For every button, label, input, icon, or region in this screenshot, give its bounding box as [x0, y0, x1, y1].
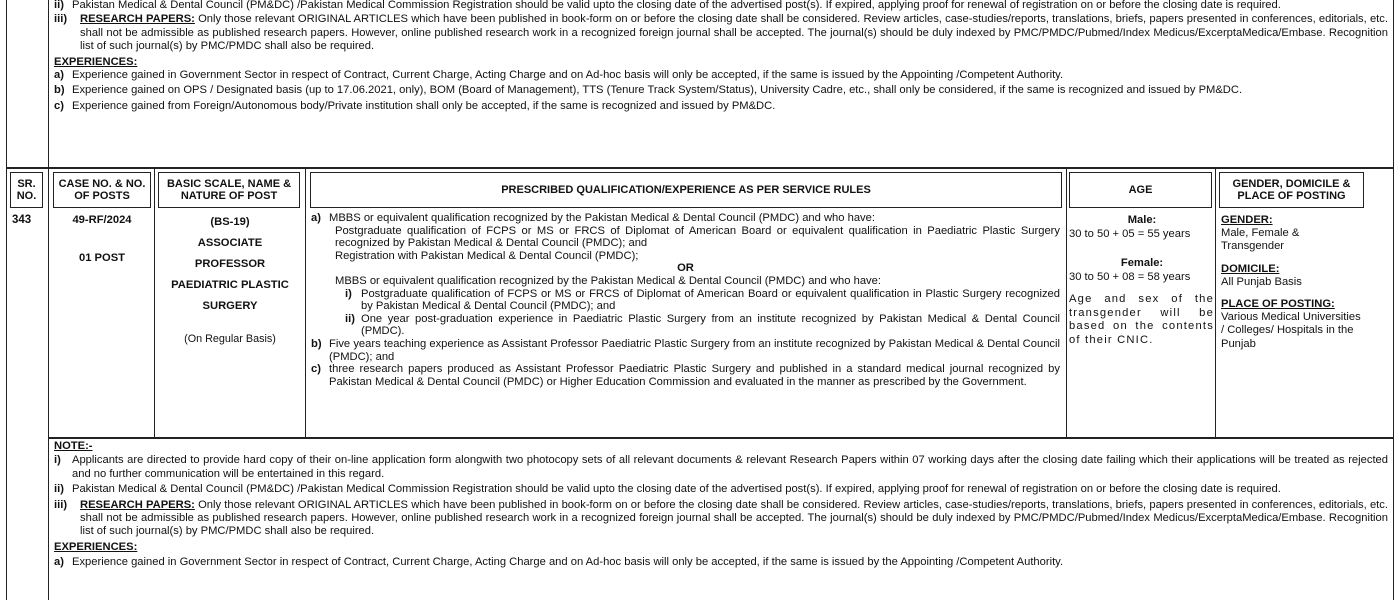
header-sr-no: SR. NO. — [10, 172, 43, 208]
qual-a-item-2: Registration with Pakistan Medical & Dental Council (PMDC); — [335, 249, 639, 262]
row-post-title-1: ASSOCIATE — [197, 237, 263, 249]
domicile-label: DOMICILE: — [1221, 262, 1280, 275]
bottom-notes-section — [54, 440, 1388, 570]
header-qualification: PRESCRIBED QUALIFICATION/EXPERIENCE AS PER SERVICE RULES — [310, 172, 1062, 208]
bottom-note-iii: iii) RESEARCH PAPERS: Only those relevant ORIGINAL ARTICLES which have been published in book-form on or before the closing date shall be considered. Review articles, case-studies/reports, translations, briefs, papers presented in conferences, editorials, etc. shall not be admissible as published research papers. However, online published research work in a recognized foreign journal shall be accepted. The journal(s) should be duly indexed by PMC/PMDC/Pubmed/Index Medicus/ExcerptaMedica/Embase. Recognition list of such journal(s) by PMC/PMDC shall also be required. — [54, 498, 1388, 538]
bottom-experiences-heading: EXPERIENCES: — [54, 540, 138, 553]
header-age: AGE — [1069, 172, 1212, 208]
gender-value: Male, Female & Transgender — [1221, 227, 1300, 253]
age-male-value: 30 to 50 + 05 = 55 years — [1069, 227, 1191, 240]
row-scale: (BS-19) — [210, 216, 250, 228]
bottom-note-ii: ii) Pakistan Medical & Dental Council (PM&DC) /Pakistan Medical Commission Registration should be valid upto the closing date of the advertised post(s). If expired, applying proof for renewal of registration on or before the closing date is required. — [54, 483, 1281, 496]
top-notes-section — [54, 0, 1388, 113]
col-sep-1 — [154, 168, 155, 438]
age-female-value: 30 to 50 + 08 = 58 years — [1069, 270, 1191, 283]
top-experiences-heading: EXPERIENCES: — [54, 55, 138, 68]
qual-a-intro: a) MBBS or equivalent qualification recognized by the Pakistan Medical & Dental Council (PMDC) and who have: — [311, 212, 875, 224]
posting-label: PLACE OF POSTING: — [1221, 298, 1335, 311]
header-gender: GENDER, DOMICILE & PLACE OF POSTING — [1219, 172, 1364, 208]
row-case-number: 49-RF/2024 — [72, 214, 132, 226]
column-divider-left — [48, 0, 49, 600]
row-top-border — [6, 167, 1394, 169]
row-case-cell — [50, 214, 154, 266]
top-exp-c: c) Experience gained from Foreign/Autonomous body/Private institution shall only be accepted, if the same is recognized and issued by PM&DC. — [54, 99, 776, 112]
note-heading: NOTE:- — [54, 440, 93, 452]
top-note-iii: iii) RESEARCH PAPERS: Only those relevant ORIGINAL ARTICLES which have been published in book-form on or before the closing date shall be considered. Review articles, case-studies/reports, translations, briefs, papers presented in conferences, editorials, etc. shall not be admissible as published research papers. However, online published research work in a recognized foreign journal shall be accepted. The journal(s) should be duly indexed by PMC/PMDC/Pubmed/Index Medicus/ExcerptaMedica/Embase. Recognition list of such journal(s) by PMC/PMDC shall also be required. — [54, 13, 1388, 53]
row-bottom-border — [48, 437, 1394, 439]
row-posts-count: 01 POST — [78, 252, 125, 265]
top-note-ii: ii) Pakistan Medical & Dental Council (PM&DC) /Pakistan Medical Commission Registration should be valid upto the closing date of the advertised post(s). If expired, applying proof for renewal of registration on or before the closing date is required. — [54, 0, 1281, 11]
qual-c: c) three research papers produced as Assistant Professor Paediatric Plastic Surgery and published in a standard medical journal recognized by Pakistan Medical & Dental Council (PMDC) or Higher Education Commission and evaluated in the manner as prescribed by the Government. — [311, 363, 1060, 388]
qual-a-intro-2: MBBS or equivalent qualification recognized by the Pakistan Medical & Dental Council (PMDC) and who have: — [335, 274, 881, 287]
bottom-note-i: i) Applicants are directed to provide hard copy of their on-line application form alongwith two photocopy sets of all relevant documents & relevant Research Papers within 07 working days after the closing date failing which their applications will be treated as rejected and no further communication will be entertained in this regard. — [54, 454, 1388, 480]
row-scale-cell — [156, 212, 304, 350]
age-female-label: Female: — [1120, 257, 1164, 269]
qual-or: OR — [677, 262, 694, 275]
posting-value: Various Medical Universities / Colleges/ Hospitals in the Punjab — [1221, 311, 1361, 350]
col-sep-3 — [1066, 168, 1067, 438]
row-nature: (On Regular Basis) — [184, 333, 276, 345]
col-sep-2 — [305, 168, 306, 438]
row-gender-cell — [1221, 214, 1371, 351]
qual-sub-ii: ii) One year post-graduation experience in Paediatric Plastic Surgery from an institute recognized by Pakistan Medical & Dental Council (PMDC). — [345, 312, 1060, 338]
row-post-title-3: PAEDIATRIC PLASTIC — [171, 279, 289, 291]
qual-sub-i: i) Postgraduate qualification of FCPS or MS or FRCS of Diplomat of American Board or equivalent qualification in Plastic Surgery recognized by Pakistan Medical & Dental Council (PMDC); and — [345, 287, 1060, 313]
row-qualification-cell — [311, 212, 1060, 388]
header-basic-scale: BASIC SCALE, NAME & NATURE OF POST — [158, 172, 300, 208]
header-case-no: CASE NO. & NO. OF POSTS — [53, 172, 151, 208]
row-sr-number: 343 — [12, 214, 32, 226]
age-male-label: Male: — [1127, 214, 1157, 226]
row-post-title-2: PROFESSOR — [194, 258, 266, 270]
qual-a-item-1: Postgraduate qualification of FCPS or MS or FRCS of Diplomat of American Board or equivalent qualification in Paediatric Plastic Surgery recognized by Pakistan Medical & Dental Council (PMDC); and — [335, 224, 1060, 250]
age-transgender-note: Age and sex of the transgender will be based on the contents of their CNIC. — [1069, 293, 1214, 346]
top-exp-a: a) Experience gained in Government Sector in respect of Contract, Current Charge, Acting Charge and on Ad-hoc basis will only be accepted, if the same is issued by the Appointing /Competent Authority. — [54, 69, 1064, 82]
row-post-title-4: SURGERY — [202, 300, 258, 312]
row-age-cell — [1069, 214, 1215, 347]
top-exp-b: b) Experience gained on OPS / Designated basis (up to 17.06.2021, only), BOM (Board of Management), TTS (Tenure Track System/Status), University Cadre, etc., shall only be considered, if the same is recognized and issued by PM&DC. — [54, 84, 1243, 97]
qual-b: b) Five years teaching experience as Assistant Professor Paediatric Plastic Surgery from an institute recognized by Pakistan Medical & Dental Council (PMDC); and — [311, 337, 1060, 363]
gender-label: GENDER: — [1221, 214, 1273, 226]
bottom-exp-a: a) Experience gained in Government Sector in respect of Contract, Current Charge, Acting Charge and on Ad-hoc basis will only be accepted, if the same is issued by the Appointing /Competent Authority. — [54, 556, 1064, 569]
domicile-value: All Punjab Basis — [1221, 275, 1302, 288]
col-sep-4 — [1215, 168, 1216, 438]
